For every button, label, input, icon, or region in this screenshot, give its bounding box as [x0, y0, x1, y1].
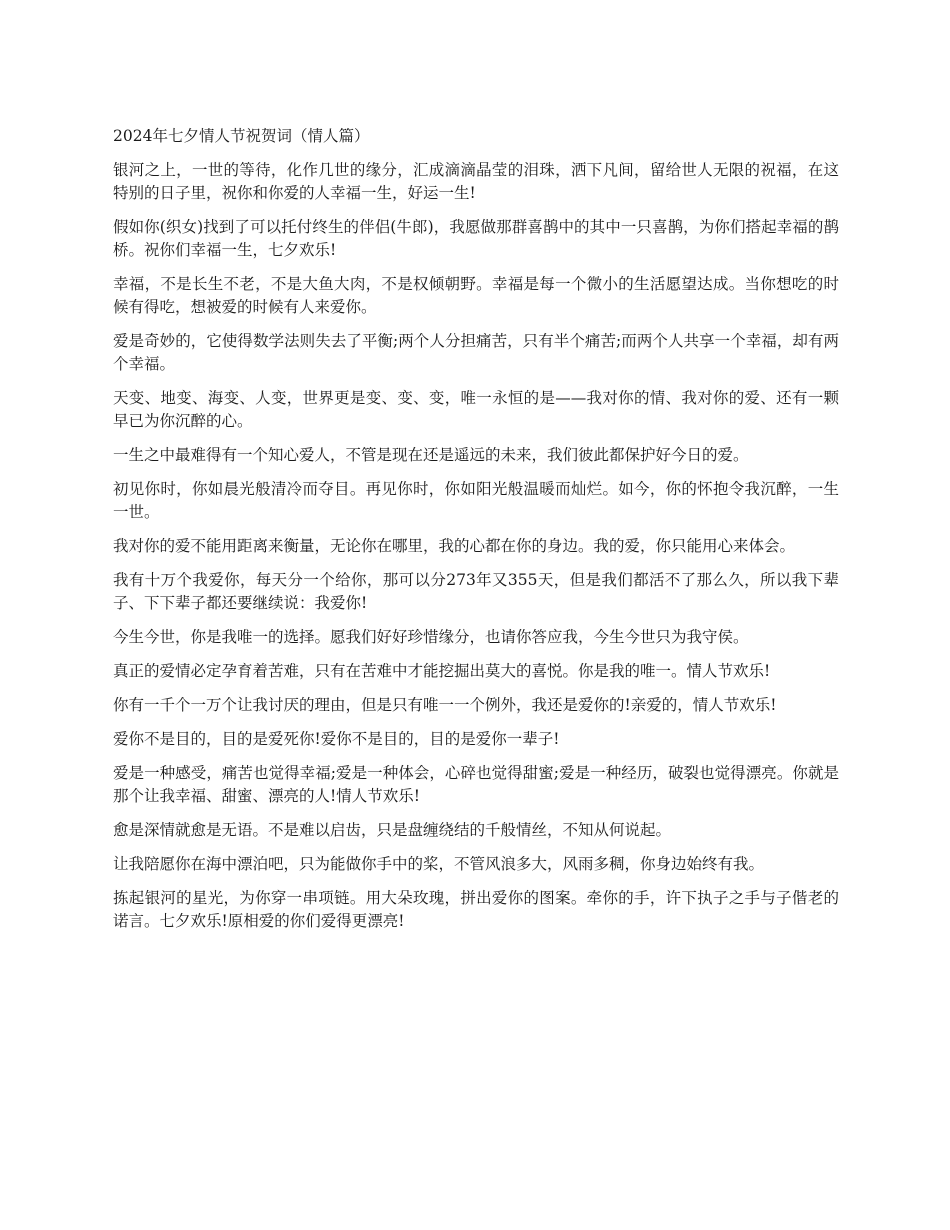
paragraph: 银河之上，一世的等待，化作几世的缘分，汇成滴滴晶莹的泪珠，洒下凡间，留给世人无限的祝福，在这特别的日子里，祝你和你爱的人幸福一生，好运一生! — [113, 161, 839, 202]
paragraph: 你有一千个一万个让我讨厌的理由，但是只有唯一一个例外，我还是爱你的!亲爱的，情人节欢乐! — [113, 696, 777, 714]
paragraph: 让我陪愿你在海中漂泊吧，只为能做你手中的桨，不管风浪多大，风雨多稠，你身边始终有我。 — [113, 855, 765, 873]
paragraph: 初见你时，你如晨光般清冷而夺目。再见你时，你如阳光般温暖而灿烂。如今，你的怀抱令我沉醉，一生一世。 — [113, 480, 839, 521]
paragraph: 我对你的爱不能用距离来衡量，无论你在哪里，我的心都在你的身边。我的爱，你只能用心来体会。 — [113, 537, 796, 555]
paragraph: 愈是深情就愈是无语。不是难以启齿，只是盘缠绕结的千般情丝，不知从何说起。 — [113, 821, 672, 839]
paragraph: 一生之中最难得有一个知心爱人，不管是现在还是遥远的未来，我们彼此都保护好今日的爱。 — [113, 446, 749, 464]
paragraph: 天变、地变、海变、人变，世界更是变、变、变，唯一永恒的是——我对你的情、我对你的爱、还有一颗早已为你沉醉的心。 — [113, 389, 839, 430]
paragraph: 假如你(织女)找到了可以托付终生的伴侣(牛郎)，我愿做那群喜鹊中的其中一只喜鹊，为你们搭起幸福的鹊桥。祝你们幸福一生，七夕欢乐! — [113, 218, 839, 259]
document-page — [113, 124, 839, 944]
document-title: 2024年七夕情人节祝贺词（情人篇） — [113, 127, 370, 145]
paragraph: 爱你不是目的，目的是爱死你!爱你不是目的，目的是爱你一辈子! — [113, 730, 560, 748]
paragraph: 今生今世，你是我唯一的选择。愿我们好好珍惜缘分，也请你答应我，今生今世只为我守侯。 — [113, 628, 749, 646]
paragraph: 拣起银河的星光，为你穿一串项链。用大朵玫瑰，拼出爱你的图案。牵你的手，许下执子之手与子偕老的诺言。七夕欢乐!原相爱的你们爱得更漂亮! — [113, 889, 839, 930]
paragraph: 爱是奇妙的，它使得数学法则失去了平衡;两个人分担痛苦，只有半个痛苦;而两个人共享一个幸福，却有两个幸福。 — [113, 332, 839, 373]
paragraph: 真正的爱情必定孕育着苦难，只有在苦难中才能挖掘出莫大的喜悦。你是我的唯一。情人节欢乐! — [113, 662, 771, 680]
paragraph: 爱是一种感受，痛苦也觉得幸福;爱是一种体会，心碎也觉得甜蜜;爱是一种经历，破裂也觉得漂亮。你就是那个让我幸福、甜蜜、漂亮的人!情人节欢乐! — [113, 764, 839, 805]
paragraph: 我有十万个我爱你，每天分一个给你，那可以分273年又355天，但是我们都活不了那么久，所以我下辈子、下下辈子都还要继续说：我爱你! — [113, 571, 839, 612]
paragraph: 幸福，不是长生不老，不是大鱼大肉，不是权倾朝野。幸福是每一个微小的生活愿望达成。当你想吃的时候有得吃，想被爱的时候有人来爱你。 — [113, 275, 839, 316]
